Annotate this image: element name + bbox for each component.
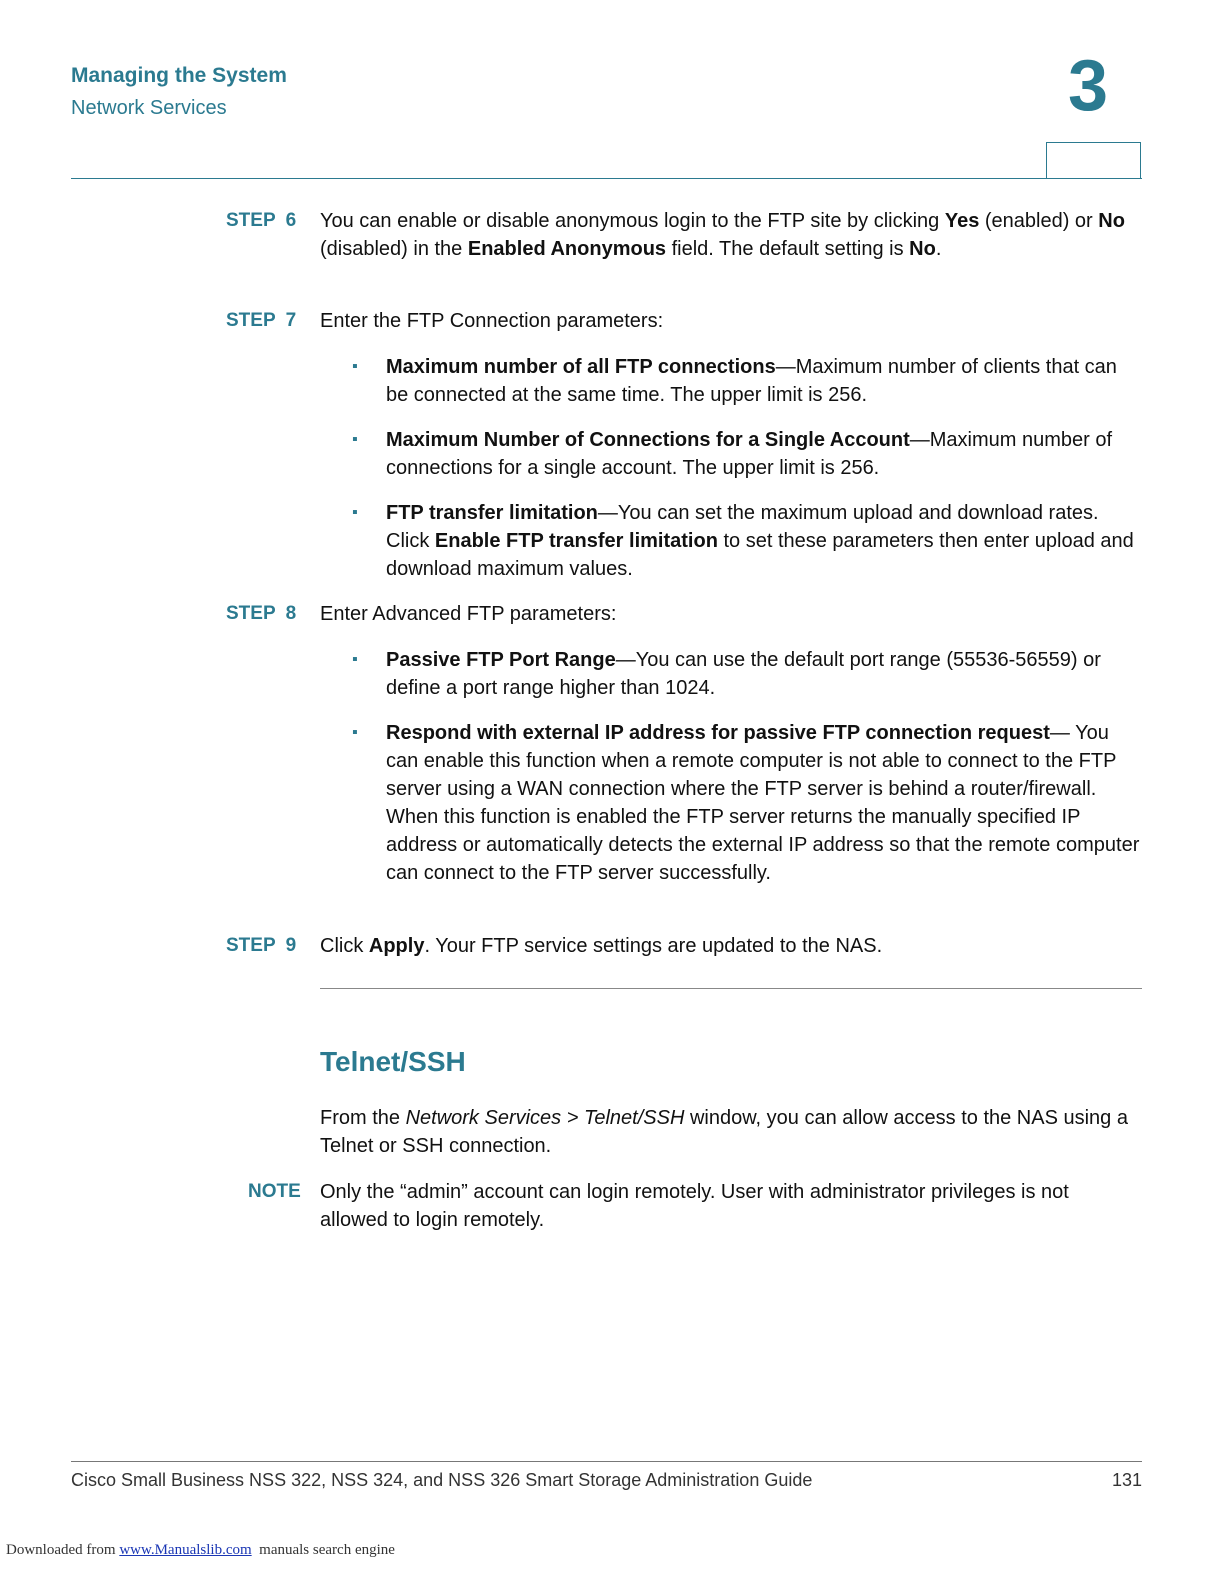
step-word: STEP [226, 210, 276, 231]
step-7-text: Enter the FTP Connection parameters: [320, 310, 664, 332]
text-run: . [935, 238, 942, 260]
bullet-desc: to set these parameters then enter upload and download maximum values. [386, 530, 1134, 580]
download-prefix: Downloaded from [6, 1542, 120, 1558]
bullet-icon: ▪ [352, 724, 358, 741]
bullet-desc: —You can set the maximum upload and download rates. Click [386, 502, 1099, 552]
text-run: You can enable or disable anonymous login to the FTP site by clicking [320, 210, 945, 232]
bullet-term: Maximum Number of Connections for a Single Account [386, 429, 910, 451]
text-run: (disabled) in the [320, 238, 468, 260]
bullet-item [386, 499, 1142, 583]
text-run: From the [320, 1107, 406, 1129]
section-separator [320, 988, 1142, 989]
step-9-text [320, 932, 1142, 960]
bullet-desc: —You can use the default port range (55536-56559) or define a port range higher than 1024. [386, 649, 1101, 699]
italic-path: Network Services > Telnet/SSH [405, 1107, 685, 1129]
section-heading: Telnet/SSH [320, 1046, 466, 1077]
chapter-number: 3 [1068, 46, 1109, 126]
step-7-label [226, 310, 306, 332]
note-label: NOTE [248, 1181, 301, 1202]
bullet-icon: ▪ [352, 504, 358, 521]
download-suffix: manuals search engine [251, 1542, 395, 1558]
step-number: 9 [285, 935, 297, 956]
bold-run: Apply [368, 935, 425, 957]
step-6-label [226, 210, 306, 232]
step-9-label [226, 935, 306, 957]
step-number: 8 [285, 603, 297, 624]
step-word: STEP [226, 935, 276, 956]
bold-run: Enabled Anonymous [467, 238, 667, 260]
bullet-term: Maximum number of all FTP connections [386, 356, 776, 378]
step-word: STEP [226, 603, 276, 624]
bold-run: No [909, 238, 936, 260]
bullet-desc: —Maximum number of clients that can be connected at the same time. The upper limit is 256. [386, 356, 1117, 406]
text-run: Click [320, 935, 369, 957]
bullet-icon: ▪ [352, 651, 358, 668]
step-8-text: Enter Advanced FTP parameters: [320, 603, 617, 625]
bullet-term: Respond with external IP address for passive FTP connection request [386, 722, 1050, 744]
text-run: window, you can allow access to the NAS using a Telnet or SSH connection. [320, 1107, 1128, 1157]
text-run: (enabled) or [979, 210, 1099, 232]
bullet-term: FTP transfer limitation [386, 502, 598, 524]
bold-run: Yes [944, 210, 980, 232]
bullet-item [386, 719, 1142, 887]
download-notice [6, 1542, 395, 1559]
footer-rule [71, 1461, 1142, 1462]
step-word: STEP [226, 310, 276, 331]
section-title: Network Services [71, 97, 227, 119]
note-text: Only the “admin” account can login remotely. User with administrator privileges is not allowed to login remotely. [320, 1181, 1069, 1231]
bold-run: No [1098, 210, 1125, 232]
chapter-title: Managing the System [71, 64, 287, 87]
step-number: 7 [285, 310, 297, 331]
chapter-tab-box [1046, 142, 1141, 178]
bullet-item [386, 353, 1142, 409]
page-number: 131 [1111, 1470, 1142, 1490]
manualslib-link[interactable]: www.Manualslib.com [119, 1542, 252, 1558]
bullet-desc: —Maximum number of connections for a single account. The upper limit is 256. [386, 429, 1113, 479]
bullet-item [386, 646, 1142, 702]
bullet-icon: ▪ [352, 431, 358, 448]
bullet-desc: — You can enable this function when a remote computer is not able to connect to the FTP server using a WAN connection where the FTP server is behind a router/firewall. When this function is enabled the FTP server returns the manually specified IP address or automatically detects the external IP address so that the remote computer can connect to the FTP server successfully. [386, 722, 1140, 884]
bullet-icon: ▪ [352, 358, 358, 375]
bullet-item [386, 426, 1142, 482]
text-run: . Your FTP service settings are updated to the NAS. [424, 935, 883, 957]
step-8-label [226, 603, 306, 625]
header-rule [71, 178, 1142, 179]
section-intro [320, 1104, 1142, 1160]
footer-title: Cisco Small Business NSS 322, NSS 324, and NSS 326 Smart Storage Administration Guide [71, 1470, 813, 1490]
bullet-term: Enable FTP transfer limitation [434, 530, 718, 552]
bullet-term: Passive FTP Port Range [386, 649, 616, 671]
step-6-text [320, 207, 1142, 263]
text-run: field. The default setting is [666, 238, 910, 260]
step-number: 6 [285, 210, 297, 231]
